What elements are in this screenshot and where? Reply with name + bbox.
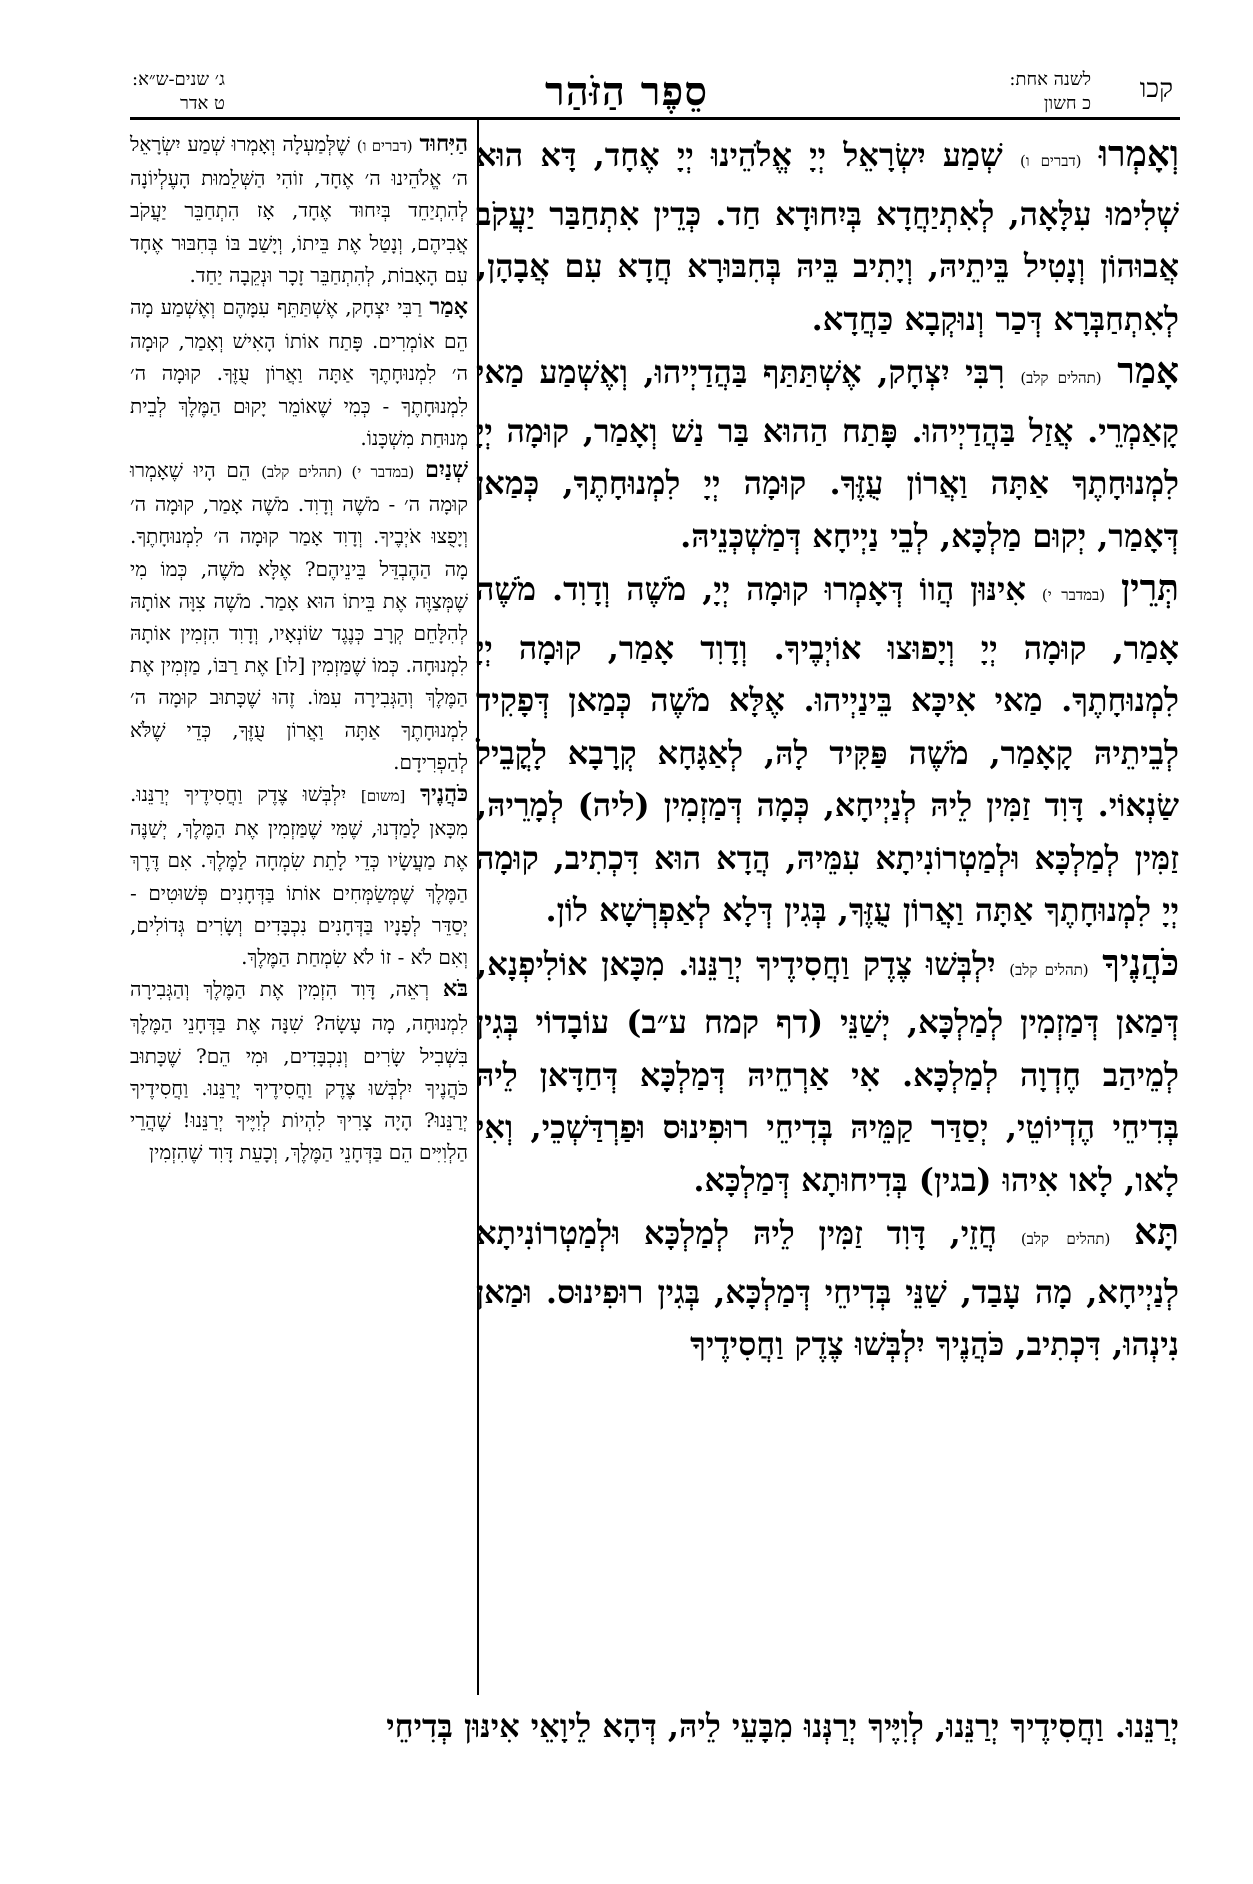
schedule-left-line1: ג׳ שנים-ש״א: (132, 69, 225, 90)
paragraph-lead-word: תָּא (1134, 1211, 1180, 1253)
full-width-bottom-line: יְרַנֵּנוּ. וַחֲסִידֶיךָ יְרַנֵּנוּ, לְוִיֶּיךָ יְרַנְּנוּ מִבָּעֵי לֵיהּ, דְּהָא לֵיוָאֵי אִינּוּן בְּדִיחֵי (386, 1707, 1179, 1745)
paragraph-lead-word: כֹּהֲנֶיךָ (1102, 941, 1179, 984)
side-paragraph (130, 128, 468, 291)
paragraph-text: רִבִּי יִצְחָק, אֶשְׁתַּתַּף בַּהֲדַיְיהוּ, וְאֶשְׁמַע מַאי קָאַמְרֵי. אֲזַל בַּהֲדַיְיהוּ. פָּתַח הַהוּא בַּר נַשׁ וְאָמַר, קוּמָה יְיָ לִמְנוּחָתֶךָ אַתָּה וַאֲרוֹן עֻזֶּךָ. קוּמָה יְיָ לִמְנוּחָתֶךָ, כְּמַאן דְּאָמַר, יְקוּם מַלְכָּא, לְבֵי נַיְיחָא דְּמַשְׁכְּנֵיהּ. (476, 353, 1179, 555)
schedule-right-line2: כ חשון (1043, 93, 1091, 114)
side-column-hebrew (130, 128, 468, 1169)
verse-reference: (תהלים קלב) (1009, 960, 1089, 979)
paragraph-lead-word: תְּרֵין (1121, 567, 1180, 609)
book-title: סֵפֶר הַזֹּהַר (545, 68, 708, 115)
verse-reference: (תהלים קלב) (1020, 369, 1102, 387)
paragraph-lead-word: אָמַר (429, 294, 468, 321)
schedule-right-line1: לשנה אחת: (1009, 69, 1091, 90)
paragraph-text: אִינּוּן הֲווֹ דְּאָמְרוּ קוּמָה יְיָ, מֹשֶׁה וְדָוִד. מֹשֶׁה אָמַר, קוּמָה יְיָ וְיָפוּצוּ אוֹיְבֶיךָ. וְדָוִד אָמַר, קוּמָה יְיָ לִמְנוּחָתֶךָ. מַאי אִיכָּא בֵּינַיְיהוּ. אֶלָּא מֹשֶׁה כְּמַאן דְּפָקִיד לְבֵיתֵיהּ קָאָמַר, מֹשֶׁה פַּקִּיד לָהּ, לְאַגָּחָא קְרָבָא לָקֳבֵיל שַׂנְאוֹי. דָּוִד זַמִּין לֵיהּ לְנַיְיחָא, כְּמָה דְּמַזְמִין (ליה) לְמָרֵיהּ, זַמִּין לְמַלְכָּא וּלְמַטְרוֹנִיתָא עִמֵּיהּ, הֲדָא הוּא דִּכְתִיב, קוּמָה יְיָ לִמְנוּחָתֶךָ אַתָּה וַאֲרוֹן עֻזֶּךָ, בְּגִין דְּלָא לְאַפְרְשָׁא לוֹן. (476, 570, 1179, 929)
main-paragraph (476, 1206, 1179, 1371)
main-paragraph (476, 937, 1179, 1207)
paragraph-lead-word: אָמַר (1117, 350, 1180, 392)
verse-reference: (דברים ו) (1019, 152, 1082, 170)
verse-reference: (במדבר י) (תהלים קלב) (261, 463, 415, 482)
page-header (0, 62, 1253, 122)
paragraph-text: רְאֵה, דָּוִד הִזְמִין אֶת הַמֶּלֶךְ וְהַגְּבִירָה לִמְנוּחָה, מָה עָשָׂה? שִׁנָּה אֶת בַּדְּחָנֵי הַמֶּלֶךְ בִּשְׁבִיל שָׂרִים וְנִכְבָּדִים, וּמִי הֵם? שֶׁכָּתוּב כֹּהֲנֶיךָ יִלְבְּשׁוּ צֶדֶק וַחֲסִידֶיךָ יְרַנֵּנוּ. וַחֲסִידֶיךָ יְרַנֵּנוּ? הָיָה צָרִיךְ לִהְיוֹת לְוִיֶּיךָ יְרַנֵּנוּ! שֶׁהֲרֵי הַלְוִיִּים הֵם בַּדְּחָנֵי הַמֶּלֶךְ, וְכָעֵת דָּוִד שֶׁהִזְמִין (130, 977, 468, 1165)
paragraph-lead-word: שְׁנַיִם (425, 457, 469, 484)
main-paragraph (476, 345, 1179, 562)
side-paragraph (130, 973, 468, 1168)
paragraph-lead-word: הַיִּחוּד (419, 131, 468, 157)
page-number: קכו (1139, 74, 1173, 104)
verse-reference: (תהלים קלב) (1020, 1230, 1111, 1248)
paragraph-lead-word: בֹּא (442, 976, 468, 1003)
paragraph-text: הֵם הָיוּ שֶׁאָמְרוּ קוּמָה ה׳ - מֹשֶׁה וְדָוִד. מֹשֶׁה אָמַר, קוּמָה ה׳ וְיָפֻצוּ אֹיְבֶיךָ. וְדָוִד אָמַר קוּמָה ה׳ לִמְנוּחָתֶךָ. מָה הַהֶבְדֵּל בֵּינֵיהֶם? אֶלָּא מֹשֶׁה, כְּמוֹ מִי שֶׁמְּצַוֶּה אֶת בֵּיתוֹ הוּא אָמַר. מֹשֶׁה צִוָּה אוֹתָהּ לְהִלָּחֵם קְרָב כְּנֶגֶד שׂוֹנְאָיו, וְדָוִד הִזְמִין אוֹתָהּ לִמְנוּחָה. כְּמוֹ שֶׁמַּזְמִין [לו] אֶת רַבּוֹ, מַזְמִין אֶת הַמֶּלֶךְ וְהַגְּבִירָה עִמּוֹ. זֶהוּ שֶׁכָּתוּב קוּמָה ה׳ לִמְנוּחָתֶךָ אַתָּה וַאֲרוֹן עֻזֶּךָ, כְּדֵי שֶׁלֹּא לְהַפְרִידָם. (130, 458, 468, 774)
paragraph-lead-word: וְאָמְרוּ (1098, 133, 1180, 175)
verse-reference: [משום] (360, 787, 406, 806)
paragraph-text: רַבִּי יִצְחָק, אֶשְׁתַּתֵּף עִמָּהֶם וְאֶשְׁמַע מָה הֵם אוֹמְרִים. פָּתַח אוֹתוֹ הָאִישׁ וְאָמַר, קוּמָה ה׳ לִמְנוּחָתֶךָ אַתָּה וַאֲרוֹן עֻזֶּךָ. קוּמָה ה׳ לִמְנוּחָתֶךָ - כְּמִי שֶׁאוֹמֵר יָקוּם הַמֶּלֶךְ לְבֵית מְנוּחַת מִשְׁכָּנוֹ. (130, 295, 468, 450)
paragraph-lead-word: כֹּהֲנֶיךָ (420, 781, 469, 808)
paragraph-text: שֶׁלְּמַעְלָה וְאָמְרוּ שְׁמַע יִשְׂרָאֵל ה׳ אֱלֹהֵינוּ ה׳ אֶחָד, זוֹהִי הַשְּׁלֵמוּת הָעֶלְיוֹנָה לְהִתְיַחֵד בְּיִחוּד אֶחָד, אָז הִתְחַבֵּר יַעֲקֹב אֲבִיהֶם, וְנָטַל אֶת בֵּיתוֹ, וְיָשַׁב בּוֹ בְּחִבּוּר אֶחָד עִם הָאָבוֹת, לְהִתְחַבֵּר זָכָר וּנְקֵבָה יַחַד. (130, 132, 468, 287)
verse-reference: (דברים ו) (356, 137, 413, 155)
side-paragraph (130, 454, 468, 778)
paragraph-text: יִלְבְּשׁוּ צֶדֶק וַחֲסִידֶיךָ יְרַנֵּנוּ. מִכָּאן לָמַדְנוּ, שֶׁמִּי שֶׁמַּזְמִין אֶת הַמֶּלֶךְ, יְשַׁנֶּה אֶת מַעֲשָׂיו כְּדֵי לָתֵת שִׂמְחָה לַמֶּלֶךְ. אִם דֶּרֶךְ הַמֶּלֶךְ שֶׁמְּשַׂמְּחִים אוֹתוֹ בַּדְּחָנִים פְּשׁוּטִים - יְסַדֵּר לְפָנָיו בַּדְּחָנִים נִכְבָּדִים וְשָׂרִים גְּדוֹלִים, וְאִם לֹא - זוֹ לֹא שִׂמְחַת הַמֶּלֶךְ. (130, 782, 468, 970)
verse-reference: (במדבר י) (1041, 586, 1106, 604)
paragraph-text: יִלְבְּשׁוּ צֶדֶק וַחֲסִידֶיךָ יְרַנֵּנוּ. מִכָּאן אוֹלִיפְנָא, דְּמַאן דְּמַזְמִין לְמַלְכָּא, יְשַׁנֵּי (דף קמח ע״ב) עוֹבָדוֹי בְּגִין לְמֵיהַב חֶדְוָה לְמַלְכָּא. אִי אַרְחֵיהּ דְּמַלְכָּא דְּחַדָּאן לֵיהּ בְּדִיחֵי הֶדְיוֹטֵי, יְסַדַּר קַמֵּיהּ בְּדִיחֵי רוּפִינוּס וּפַרְדַּשְׁכֵי, וְאִי לָאו, לָאו אִיהוּ (בגין) בְּדִיחוּתָא דְּמַלְכָּא. (476, 944, 1179, 1199)
paragraph-text: חֲזֵי, דָּוִד זַמִּין לֵיהּ לְמַלְכָּא וּלְמַטְרוֹנִיתָא לְנַיְיחָא, מָה עָבַד, שַׁנֵּי בְּדִיחֵי דְּמַלְכָּא, בְּגִין רוּפִינוּס. וּמַאן נִינְהוּ, דִּכְתִיב, כֹּהֲנֶיךָ יִלְבְּשׁוּ צֶדֶק וַחֲסִידֶיךָ (476, 1214, 1179, 1363)
side-paragraph (130, 778, 468, 973)
side-paragraph (130, 291, 468, 454)
header-rule (130, 117, 1180, 120)
schedule-left-line2: ט אדר (180, 93, 225, 114)
paragraph-text: שְׁמַע יִשְׂרָאֵל יְיָ אֱלֹהֵינוּ יְיָ אֶחָד, דָּא הוּא שְׁלִימוּ עִלָּאָה, לְאִתְיַחֲדָא בְּיִחוּדָא חַד. כְּדֵין אִתְחַבַּר יַעֲקֹב אֲבוּהוֹן וְנָטִיל בֵּיתֵיהּ, וְיָתִיב בֵּיהּ בְּחִבּוּרָא חֲדָא עִם אֲבָהָן, לְאִתְחַבְּרָא דְּכַר וְנוּקְבָא כַּחֲדָא. (476, 136, 1180, 338)
main-column-aramaic (476, 128, 1179, 1371)
schedule-left (132, 68, 225, 116)
main-paragraph (476, 128, 1179, 345)
main-paragraph (476, 562, 1179, 937)
